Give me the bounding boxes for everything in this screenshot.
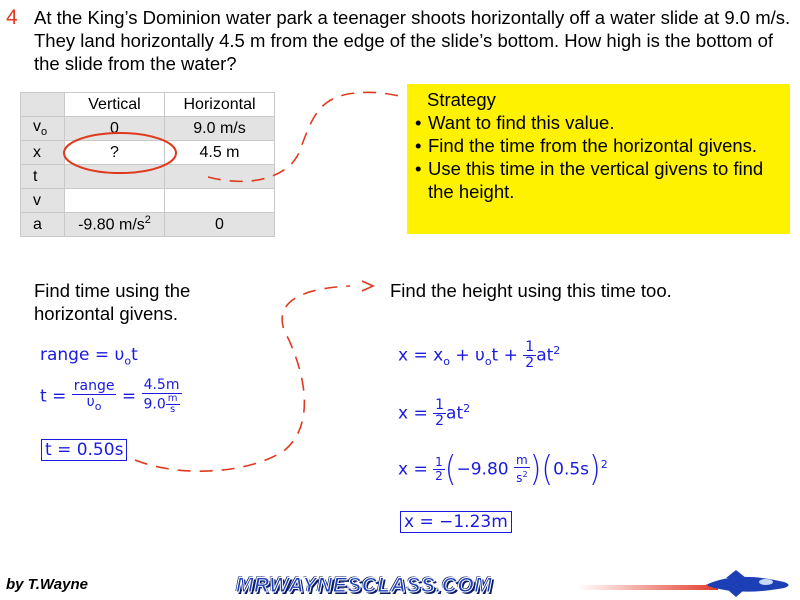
- fraction-distance-over-speed: 4.5m 9.0 $\frac{m}{s}$: [142, 378, 182, 415]
- site-logo: MRWAYNESCLASS.COM: [236, 574, 493, 597]
- column-header-vertical: Vertical: [65, 93, 165, 117]
- strategy-item: • Use this time in the vertical givens to find the height.: [415, 157, 782, 203]
- equation-substitution: x = $\frac{1}{2}$ (−9.80 $\frac{m}{s^2}$ )$(0.5s)^2$: [398, 449, 608, 490]
- row-label-a: a: [21, 213, 65, 237]
- fraction-one-half: $\frac{1}{2}$: [435, 397, 445, 429]
- result-height: x = −1.23m: [400, 511, 512, 533]
- problem-number: 4: [6, 6, 18, 29]
- logo-swoosh: [578, 585, 718, 590]
- fraction-one-half: $\frac{1}{2}$: [525, 339, 535, 371]
- connector-curve-steps: [135, 286, 350, 471]
- arrow-head: [362, 281, 373, 291]
- equation-kinematics-simplified: x = $\frac{1}{2}$ $at^2$: [398, 397, 471, 429]
- equation-kinematics-general: $x = x_o + \upsilon_ot$ + $\frac{1}{2}$ $at^2$: [398, 339, 561, 371]
- row-label-v: v: [21, 189, 65, 213]
- author-credit: by T.Wayne: [6, 576, 88, 593]
- strategy-title: Strategy: [427, 89, 496, 110]
- fraction-one-half: $\frac{1}{2}$: [435, 455, 443, 483]
- strategy-item: • Want to find this value.: [415, 111, 782, 134]
- step-heading-height: Find the height using this time too.: [390, 280, 672, 301]
- step-heading-time: Find time using the horizontal givens.: [34, 280, 191, 324]
- connector-curve-strategy: [208, 92, 404, 181]
- problem-statement: At the King’s Dominion water park a teenager shoots horizontally off a water slide at 9.0 m/s. They land horizontally 4.5 m from the edge of the slide’s bottom. How high is the bottom of the slide from the water?: [34, 7, 791, 74]
- strategy-item: • Find the time from the horizontal givens.: [415, 134, 782, 157]
- equation-time-substitution: t = $\frac{\text{range}}{\upsilon_o}$ = 4.5m 9.0 $\frac{m}{s}$: [40, 378, 182, 415]
- row-label-t: t: [21, 165, 65, 189]
- equation-range: range = $\upsilon_ot$: [40, 345, 138, 368]
- cell-horizontal-a: 0: [165, 213, 275, 237]
- cell-horizontal-x: 4.5 m: [165, 141, 275, 165]
- cell-vertical-a: -9.80 $m/s^2$: [65, 213, 165, 237]
- cell-vertical-vo: 0: [65, 117, 165, 141]
- highlight-ellipse: [64, 133, 176, 173]
- rocket-icon: [706, 568, 792, 598]
- row-label-x: x: [21, 141, 65, 165]
- result-time: t = 0.50s: [41, 439, 127, 461]
- column-header-horizontal: Horizontal: [165, 93, 275, 117]
- cell-horizontal-vo: 9.0 m/s: [165, 117, 275, 141]
- row-label-vo: $v_o$: [21, 117, 65, 141]
- fraction-range-over-vo: $\frac{\text{range}}{\upsilon_o}$: [73, 378, 115, 413]
- fraction-unit-acceleration: $\frac{m}{s^2}$: [516, 453, 528, 485]
- cell-vertical-x: ?: [65, 141, 165, 165]
